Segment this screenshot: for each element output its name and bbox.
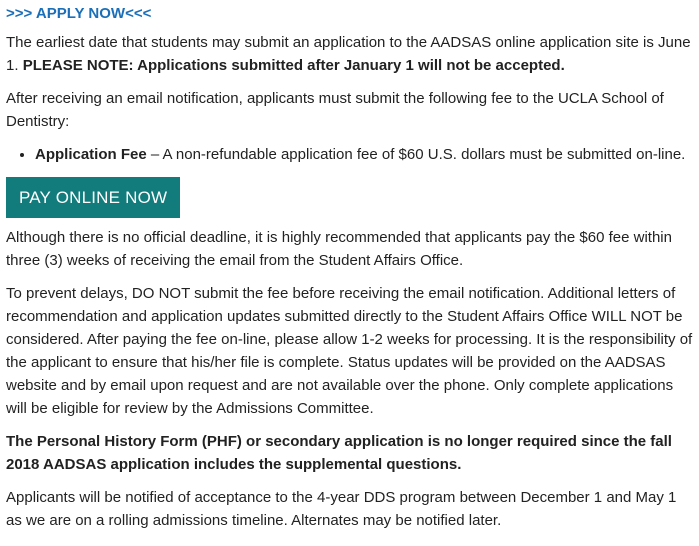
delays-paragraph: To prevent delays, DO NOT submit the fee before receiving the email notification. Additional letters of recommendation and application updates submitted directly to the Student Affairs Office WILL NOT be considered. After paying the fee on-line, please allow 1-2 weeks for processing. It is the responsibility of the applicant to ensure that his/her file is complete. Status updates will be provided on the AADSAS website and by email upon request and are not available over the phone. Only complete applications will be eligible for review by the Admissions Committee. [6, 285, 693, 417]
deadline-note: PLEASE NOTE: Applications submitted after January 1 will not be accepted. [22, 57, 565, 74]
notification-paragraph: Applicants will be notified of acceptance to the 4-year DDS program between December 1 and May 1 as we are on a rolling admissions timeline. Alternates may be notified later. [6, 489, 677, 529]
application-dates-paragraph [6, 31, 695, 77]
fee-description: – A non-refundable application fee of $60 U.S. dollars must be submitted on-line. [146, 146, 686, 163]
phf-note: The Personal History Form (PHF) or secondary application is no longer required since the fall 2018 AADSAS application includes the supplemental questions. [6, 433, 672, 473]
application-dates-text: The earliest date that students may submit an application to the AADSAS online application site is June 1. [6, 34, 691, 74]
pay-online-button[interactable]: PAY ONLINE NOW [6, 177, 180, 218]
fee-intro-paragraph: After receiving an email notification, applicants must submit the following fee to the UCLA School of Dentistry: [6, 90, 664, 130]
payment-timing-paragraph: Although there is no official deadline, it is highly recommended that applicants pay the $60 fee within three (3) weeks of receiving the email from the Student Affairs Office. [6, 229, 672, 269]
fee-label: Application Fee [35, 146, 147, 163]
apply-now-link[interactable]: >>> APPLY NOW<<< [6, 5, 152, 22]
fee-list [6, 143, 695, 166]
list-item [35, 143, 695, 166]
phf-paragraph [6, 430, 695, 476]
